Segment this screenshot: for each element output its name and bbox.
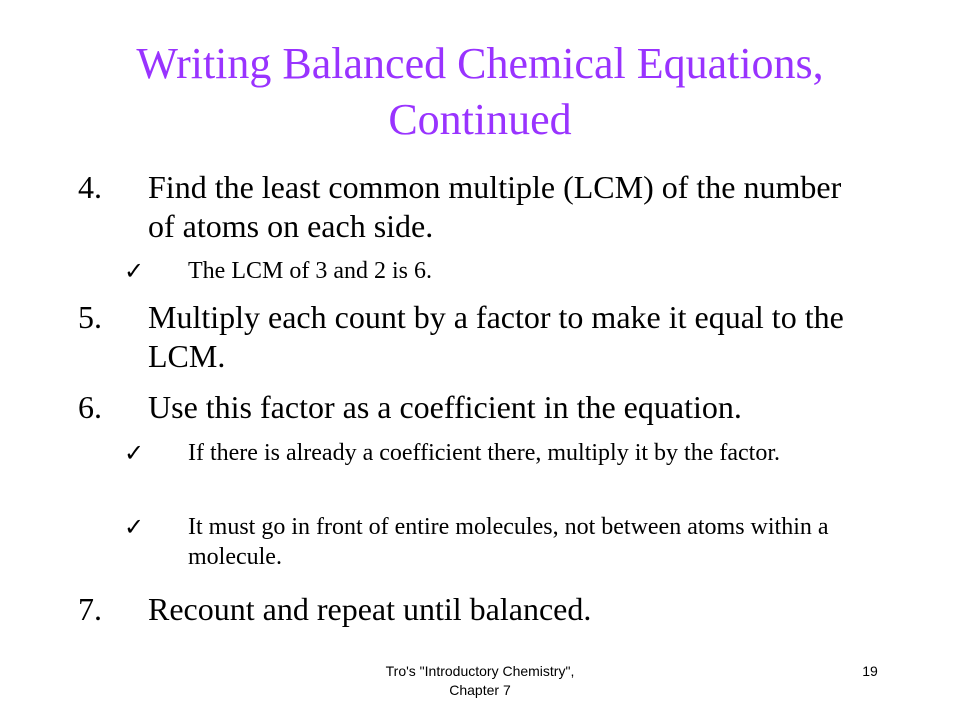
step-number: 5. — [78, 299, 102, 335]
footer-source-line-2: Chapter 7 — [449, 682, 511, 698]
step-7 — [78, 590, 858, 629]
subitem-text: The LCM of 3 and 2 is 6. — [188, 258, 432, 284]
step-6-subitem-1 — [124, 438, 854, 468]
step-4-subitem-1 — [124, 256, 854, 286]
step-5 — [78, 298, 858, 376]
slide-title — [40, 36, 920, 148]
page-number: 19 — [862, 663, 878, 679]
footer-source-line-1: Tro's "Introductory Chemistry", — [385, 663, 575, 679]
step-text: Use this factor as a coefficient in the equation. — [148, 389, 742, 425]
checkmark-icon: ✓ — [124, 513, 145, 541]
step-number: 7. — [78, 591, 102, 627]
checkmark-icon: ✓ — [124, 439, 145, 467]
footer-source — [300, 662, 660, 700]
step-number: 6. — [78, 389, 102, 425]
step-text: Recount and repeat until balanced. — [148, 591, 592, 627]
slide-title-line-1: Writing Balanced Chemical Equations, — [136, 39, 824, 88]
checkmark-icon: ✓ — [124, 257, 145, 285]
step-number: 4. — [78, 169, 102, 205]
step-text: Multiply each count by a factor to make it equal to the LCM. — [148, 299, 844, 374]
step-6-subitem-2 — [124, 512, 854, 572]
subitem-text: It must go in front of entire molecules, not between atoms within a molecule. — [188, 514, 829, 570]
step-6 — [78, 388, 858, 427]
step-4 — [78, 168, 858, 246]
slide-title-line-2: Continued — [388, 95, 572, 144]
subitem-text: If there is already a coefficient there, multiply it by the factor. — [188, 440, 780, 466]
step-text: Find the least common multiple (LCM) of the number of atoms on each side. — [148, 169, 842, 244]
